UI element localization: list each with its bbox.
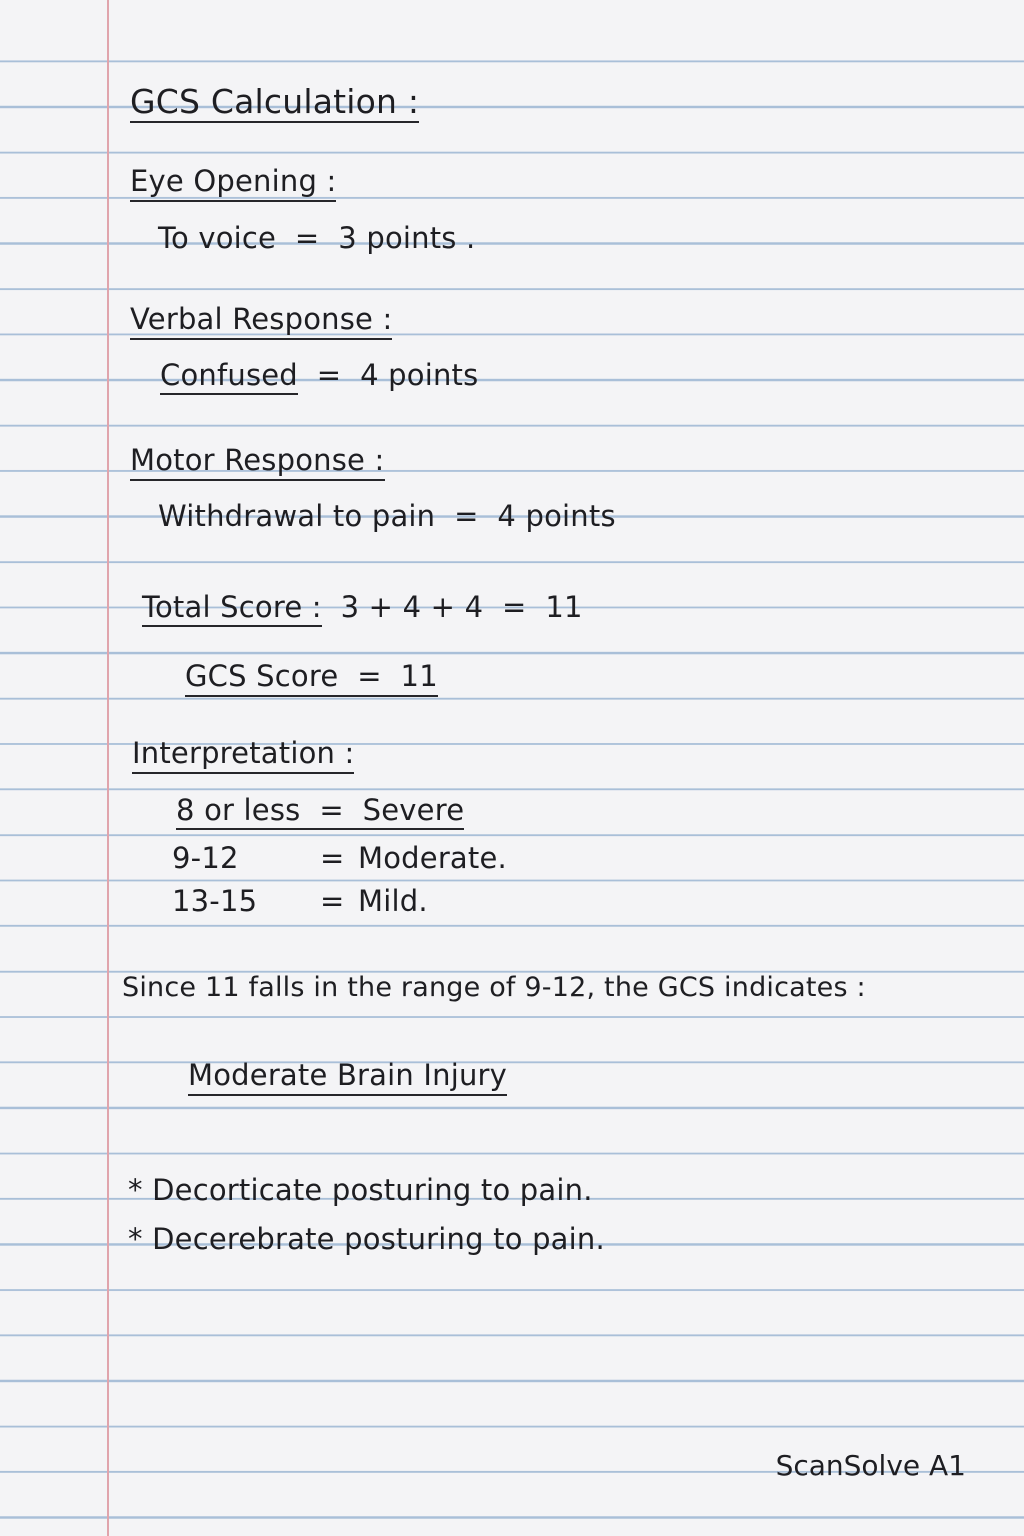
interpretation-row-severe: [176, 792, 464, 828]
verbal-response-value: Confused: [160, 358, 298, 395]
gcs-score: GCS Score = 11: [185, 658, 438, 697]
interpretation-equals: =: [320, 884, 364, 918]
diagnosis-result: Moderate Brain Injury: [188, 1057, 507, 1096]
total-score-label: Total Score :: [142, 590, 322, 627]
signature: ScanSolve A1: [775, 1449, 966, 1482]
eye-opening-score: To voice = 3 points .: [158, 221, 476, 255]
motor-response-score: Withdrawal to pain = 4 points: [158, 499, 616, 533]
interpretation-row-text: [176, 793, 464, 830]
interpretation-range: 9-12: [172, 841, 239, 875]
interpretation-label: Interpretation :: [132, 735, 354, 774]
interpretation-severity: Mild.: [358, 884, 428, 918]
note-item: * Decorticate posturing to pain.: [128, 1173, 593, 1207]
interpretation-equals: =: [320, 841, 364, 875]
interpretation-severity: Severe: [362, 793, 465, 827]
interpretation-range: 8 or less: [176, 793, 301, 827]
eye-opening-label: Eye Opening :: [130, 163, 336, 202]
total-score-calculation: 3 + 4 + 4 = 11: [321, 590, 583, 624]
note-item: * Decerebrate posturing to pain.: [128, 1222, 605, 1256]
interpretation-range: 13-15: [172, 884, 258, 918]
verbal-response-points: = 4 points: [297, 358, 479, 392]
verbal-response-score: [160, 357, 478, 393]
verbal-response-label: Verbal Response :: [130, 301, 392, 340]
interpretation-severity: Moderate.: [358, 841, 507, 875]
interpretation-equals: =: [300, 793, 363, 827]
total-score-line: [142, 589, 583, 625]
conclusion-text: Since 11 falls in the range of 9-12, the GCS indicates :: [122, 972, 866, 1003]
notebook-margin-line: [107, 0, 109, 1536]
page-title: GCS Calculation :: [130, 82, 420, 121]
motor-response-label: Motor Response :: [130, 442, 385, 481]
